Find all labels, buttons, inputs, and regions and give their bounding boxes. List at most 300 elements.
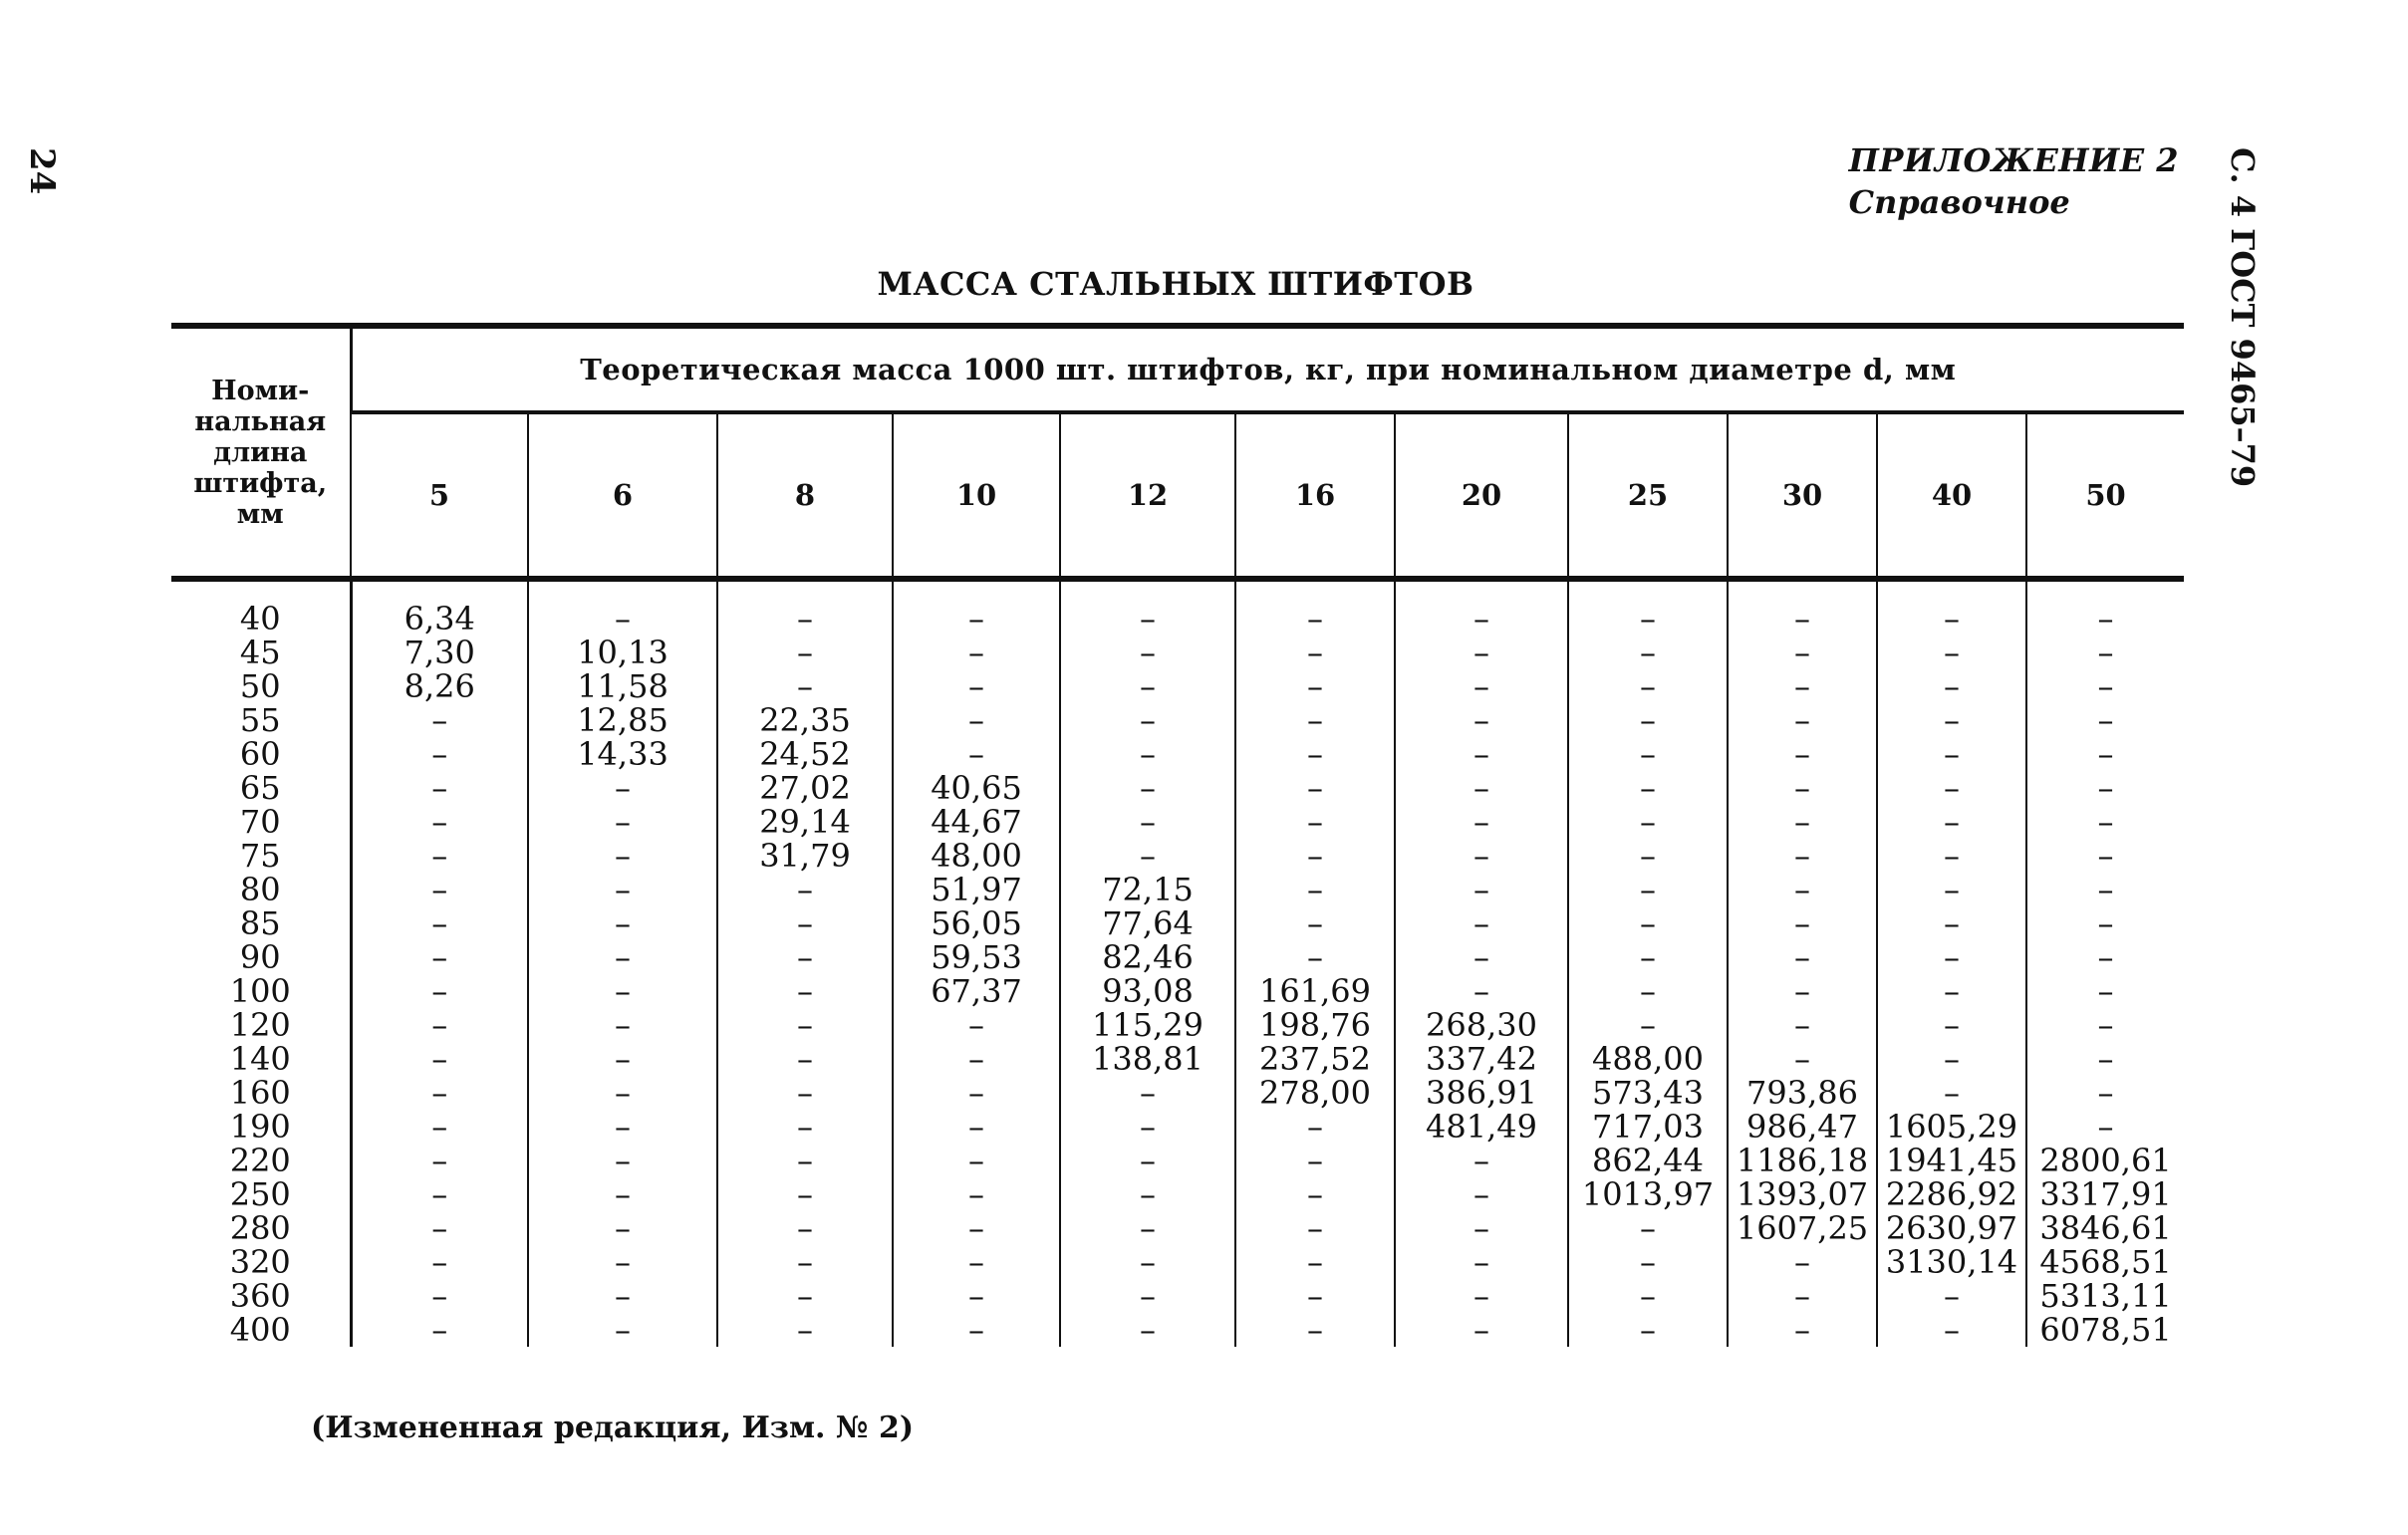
mass-cell: –: [1568, 974, 1728, 1008]
mass-cell: –: [717, 906, 893, 940]
mass-cell: –: [893, 1177, 1060, 1211]
mass-cell: –: [351, 1177, 528, 1211]
mass-cell: 93,08: [1060, 974, 1235, 1008]
mass-cell: –: [1877, 1076, 2026, 1110]
mass-cell: 386,91: [1395, 1076, 1568, 1110]
mass-cell: 1941,45: [1877, 1144, 2026, 1177]
mass-cell: 3317,91: [2026, 1177, 2184, 1211]
mass-cell: –: [1235, 1211, 1395, 1245]
table-row: [171, 1279, 2184, 1313]
mass-cell: –: [2026, 805, 2184, 839]
mass-cell: –: [351, 1279, 528, 1313]
mass-cell: 27,02: [717, 771, 893, 805]
length-column-header: Номи-нальная длина штифта, мм: [171, 326, 351, 579]
mass-cell: –: [1235, 1177, 1395, 1211]
mass-cell: –: [528, 1110, 717, 1144]
length-cell: 75: [239, 837, 281, 875]
mass-cell: –: [1568, 1211, 1728, 1245]
mass-cell: 237,52: [1235, 1042, 1395, 1076]
page-number: 24: [22, 147, 62, 195]
mass-cell: 48,00: [893, 839, 1060, 873]
mass-cell: 481,49: [1395, 1110, 1568, 1144]
mass-cell: 72,15: [1060, 873, 1235, 906]
mass-cell: –: [1728, 940, 1877, 974]
mass-cell: –: [1877, 940, 2026, 974]
table-row: [171, 873, 2184, 906]
mass-cell: –: [1060, 636, 1235, 669]
mass-cell: –: [1395, 636, 1568, 669]
mass-cell: –: [717, 1211, 893, 1245]
mass-cell: –: [2026, 1008, 2184, 1042]
mass-cell: –: [717, 1076, 893, 1110]
mass-cell: –: [2026, 873, 2184, 906]
table-row: [171, 703, 2184, 737]
table-row: [171, 1110, 2184, 1144]
table-body: [171, 579, 2184, 1347]
mass-cell: –: [1728, 974, 1877, 1008]
mass-cell: 14,33: [528, 737, 717, 771]
mass-cell: –: [1235, 805, 1395, 839]
diameter-header-5: 5: [351, 412, 528, 579]
diameter-group-header: Теоретическая масса 1000 шт. штифтов, кг, при номинальном диаметре d, мм: [351, 326, 2184, 412]
mass-cell: –: [893, 1211, 1060, 1245]
mass-cell: –: [1877, 805, 2026, 839]
mass-cell: 7,30: [351, 636, 528, 669]
mass-cell: –: [528, 1313, 717, 1347]
length-cell: 50: [239, 667, 281, 705]
table-row: [171, 771, 2184, 805]
mass-cell: 488,00: [1568, 1042, 1728, 1076]
mass-cell: –: [1568, 1313, 1728, 1347]
mass-cell: –: [717, 1144, 893, 1177]
mass-cell: –: [1568, 805, 1728, 839]
table-row: [171, 1313, 2184, 1347]
length-cell: 160: [229, 1074, 291, 1112]
length-cell: 60: [239, 735, 281, 773]
mass-cell: –: [528, 839, 717, 873]
mass-cell: –: [1060, 703, 1235, 737]
diameter-header-16: 16: [1235, 412, 1395, 579]
mass-cell: –: [1728, 1279, 1877, 1313]
mass-cell: –: [1877, 1008, 2026, 1042]
mass-cell: –: [2026, 669, 2184, 703]
side-header: С. 4 ГОСТ 9465–79: [2224, 147, 2262, 488]
mass-cell: 11,58: [528, 669, 717, 703]
mass-cell: –: [1395, 771, 1568, 805]
mass-cell: –: [1568, 737, 1728, 771]
mass-cell: –: [1395, 974, 1568, 1008]
mass-cell: –: [717, 1177, 893, 1211]
mass-cell: 573,43: [1568, 1076, 1728, 1110]
mass-cell: –: [1877, 1313, 2026, 1347]
mass-cell: –: [1395, 669, 1568, 703]
mass-cell: –: [1728, 1008, 1877, 1042]
mass-cell: 22,35: [717, 703, 893, 737]
mass-cell: –: [1728, 771, 1877, 805]
diameter-header-12: 12: [1060, 412, 1235, 579]
mass-cell: 67,37: [893, 974, 1060, 1008]
mass-cell: –: [1060, 1144, 1235, 1177]
diameter-header-6: 6: [528, 412, 717, 579]
table-row: [171, 940, 2184, 974]
diameter-header-25: 25: [1568, 412, 1728, 579]
mass-cell: –: [1060, 669, 1235, 703]
mass-cell: –: [528, 771, 717, 805]
mass-cell: –: [1235, 1110, 1395, 1144]
mass-table-container: [171, 323, 2184, 1347]
mass-cell: –: [2026, 771, 2184, 805]
mass-cell: –: [1568, 873, 1728, 906]
mass-cell: –: [1235, 636, 1395, 669]
mass-cell: –: [528, 940, 717, 974]
mass-cell: –: [528, 805, 717, 839]
mass-cell: –: [351, 805, 528, 839]
mass-cell: 51,97: [893, 873, 1060, 906]
mass-cell: 5313,11: [2026, 1279, 2184, 1313]
mass-cell: 40,65: [893, 771, 1060, 805]
table-row: [171, 1042, 2184, 1076]
mass-cell: –: [2026, 940, 2184, 974]
mass-cell: –: [351, 1008, 528, 1042]
length-cell: 65: [239, 769, 281, 807]
mass-cell: –: [1877, 636, 2026, 669]
mass-cell: –: [1568, 1245, 1728, 1279]
length-cell: 190: [229, 1108, 291, 1146]
mass-cell: –: [528, 873, 717, 906]
mass-cell: –: [1877, 703, 2026, 737]
mass-cell: 29,14: [717, 805, 893, 839]
mass-cell: –: [1060, 1211, 1235, 1245]
mass-cell: 138,81: [1060, 1042, 1235, 1076]
mass-cell: 1186,18: [1728, 1144, 1877, 1177]
mass-cell: –: [1060, 805, 1235, 839]
mass-cell: 115,29: [1060, 1008, 1235, 1042]
length-cell: 70: [239, 803, 281, 841]
mass-cell: –: [1395, 1144, 1568, 1177]
mass-cell: –: [351, 1076, 528, 1110]
mass-cell: 1605,29: [1877, 1110, 2026, 1144]
mass-cell: –: [1728, 873, 1877, 906]
mass-cell: –: [717, 579, 893, 636]
mass-cell: –: [528, 1279, 717, 1313]
mass-cell: –: [717, 669, 893, 703]
mass-cell: –: [1877, 906, 2026, 940]
mass-cell: –: [1060, 839, 1235, 873]
mass-cell: –: [1235, 737, 1395, 771]
mass-cell: –: [1395, 873, 1568, 906]
mass-cell: 77,64: [1060, 906, 1235, 940]
mass-cell: 337,42: [1395, 1042, 1568, 1076]
revision-note: (Измененная редакция, Изм. № 2): [311, 1410, 915, 1445]
mass-cell: –: [1877, 1279, 2026, 1313]
mass-cell: –: [1568, 669, 1728, 703]
table-row: [171, 1211, 2184, 1245]
mass-cell: –: [528, 1245, 717, 1279]
table-row: [171, 839, 2184, 873]
length-cell: 45: [239, 634, 281, 671]
length-cell: 120: [229, 1006, 291, 1044]
length-cell: 100: [229, 972, 291, 1010]
mass-cell: –: [528, 579, 717, 636]
mass-cell: –: [717, 1110, 893, 1144]
mass-cell: –: [893, 1144, 1060, 1177]
mass-cell: –: [1060, 1110, 1235, 1144]
mass-cell: –: [1395, 1177, 1568, 1211]
mass-cell: –: [1728, 669, 1877, 703]
length-cell: 220: [229, 1142, 291, 1179]
mass-cell: –: [1877, 839, 2026, 873]
mass-cell: –: [1568, 906, 1728, 940]
mass-cell: –: [1728, 1245, 1877, 1279]
mass-cell: –: [717, 873, 893, 906]
mass-cell: –: [1235, 1279, 1395, 1313]
length-cell: 55: [239, 701, 281, 739]
mass-cell: –: [1728, 906, 1877, 940]
mass-cell: –: [351, 839, 528, 873]
table-row: [171, 669, 2184, 703]
length-cell: 280: [229, 1209, 291, 1247]
diameter-header-8: 8: [717, 412, 893, 579]
mass-cell: –: [351, 1144, 528, 1177]
mass-cell: 1013,97: [1568, 1177, 1728, 1211]
mass-cell: 278,00: [1235, 1076, 1395, 1110]
mass-cell: –: [1568, 579, 1728, 636]
mass-cell: –: [893, 579, 1060, 636]
mass-cell: –: [1395, 1245, 1568, 1279]
mass-cell: 56,05: [893, 906, 1060, 940]
mass-cell: –: [1568, 771, 1728, 805]
mass-cell: –: [1568, 1008, 1728, 1042]
mass-cell: –: [351, 737, 528, 771]
length-cell: 80: [239, 871, 281, 908]
mass-cell: –: [1235, 771, 1395, 805]
mass-cell: 31,79: [717, 839, 893, 873]
mass-cell: –: [893, 1042, 1060, 1076]
mass-cell: 4568,51: [2026, 1245, 2184, 1279]
mass-cell: –: [893, 636, 1060, 669]
mass-cell: –: [1235, 1245, 1395, 1279]
mass-cell: –: [2026, 1042, 2184, 1076]
mass-cell: –: [1235, 940, 1395, 974]
mass-cell: 268,30: [1395, 1008, 1568, 1042]
length-cell: 250: [229, 1175, 291, 1213]
table-row: [171, 737, 2184, 771]
table-row: [171, 579, 2184, 636]
mass-cell: 12,85: [528, 703, 717, 737]
mass-cell: 1607,25: [1728, 1211, 1877, 1245]
mass-cell: –: [893, 737, 1060, 771]
mass-cell: 986,47: [1728, 1110, 1877, 1144]
mass-cell: –: [2026, 636, 2184, 669]
mass-cell: –: [1877, 873, 2026, 906]
mass-cell: –: [1235, 906, 1395, 940]
mass-cell: 2286,92: [1877, 1177, 2026, 1211]
mass-cell: –: [1395, 906, 1568, 940]
mass-cell: –: [351, 974, 528, 1008]
diameter-header-row: [171, 412, 2184, 579]
mass-cell: –: [1728, 703, 1877, 737]
mass-cell: 862,44: [1568, 1144, 1728, 1177]
mass-cell: 3130,14: [1877, 1245, 2026, 1279]
mass-cell: 6,34: [351, 579, 528, 636]
mass-cell: –: [351, 1313, 528, 1347]
mass-cell: –: [1728, 579, 1877, 636]
mass-cell: –: [1568, 940, 1728, 974]
mass-cell: 24,52: [717, 737, 893, 771]
mass-cell: –: [1568, 636, 1728, 669]
table-row: [171, 1144, 2184, 1177]
table-row: [171, 805, 2184, 839]
table-row: [171, 1076, 2184, 1110]
mass-cell: –: [1395, 1279, 1568, 1313]
mass-cell: –: [351, 1042, 528, 1076]
mass-cell: –: [1395, 1313, 1568, 1347]
mass-cell: –: [1568, 703, 1728, 737]
mass-cell: –: [1235, 1144, 1395, 1177]
mass-cell: –: [1235, 873, 1395, 906]
appendix-label: [1849, 139, 2179, 223]
mass-cell: 1393,07: [1728, 1177, 1877, 1211]
mass-cell: –: [893, 669, 1060, 703]
mass-cell: –: [2026, 974, 2184, 1008]
mass-cell: –: [1235, 669, 1395, 703]
mass-cell: –: [717, 636, 893, 669]
mass-cell: –: [893, 1313, 1060, 1347]
mass-cell: –: [1235, 1313, 1395, 1347]
mass-cell: –: [351, 1110, 528, 1144]
mass-cell: –: [351, 1211, 528, 1245]
mass-cell: –: [351, 1245, 528, 1279]
mass-cell: –: [1877, 579, 2026, 636]
mass-cell: –: [351, 771, 528, 805]
mass-cell: –: [1060, 1279, 1235, 1313]
mass-cell: –: [1060, 737, 1235, 771]
mass-cell: –: [1728, 839, 1877, 873]
mass-cell: –: [1728, 636, 1877, 669]
mass-cell: –: [528, 1008, 717, 1042]
mass-cell: 8,26: [351, 669, 528, 703]
mass-cell: –: [717, 1313, 893, 1347]
mass-cell: –: [1877, 974, 2026, 1008]
diameter-header-30: 30: [1728, 412, 1877, 579]
mass-cell: 2800,61: [2026, 1144, 2184, 1177]
diameter-header-40: 40: [1877, 412, 2026, 579]
mass-cell: 10,13: [528, 636, 717, 669]
mass-cell: –: [528, 906, 717, 940]
mass-cell: –: [1060, 579, 1235, 636]
length-cell: 90: [239, 938, 281, 976]
mass-cell: –: [1395, 805, 1568, 839]
mass-cell: 198,76: [1235, 1008, 1395, 1042]
table-row: [171, 906, 2184, 940]
document-title: МАССА СТАЛЬНЫХ ШТИФТОВ: [877, 265, 1474, 303]
mass-cell: –: [893, 1076, 1060, 1110]
mass-cell: –: [1877, 1042, 2026, 1076]
mass-cell: –: [717, 1042, 893, 1076]
mass-table: [171, 323, 2184, 1347]
mass-cell: –: [1395, 737, 1568, 771]
mass-cell: 717,03: [1568, 1110, 1728, 1144]
mass-cell: –: [528, 1076, 717, 1110]
mass-cell: –: [1060, 1245, 1235, 1279]
mass-cell: 59,53: [893, 940, 1060, 974]
mass-cell: 2630,97: [1877, 1211, 2026, 1245]
diameter-header-50: 50: [2026, 412, 2184, 579]
mass-cell: –: [528, 1211, 717, 1245]
mass-cell: –: [893, 703, 1060, 737]
mass-cell: –: [717, 1008, 893, 1042]
mass-cell: 3846,61: [2026, 1211, 2184, 1245]
mass-cell: –: [2026, 703, 2184, 737]
table-row: [171, 1177, 2184, 1211]
mass-cell: –: [1395, 703, 1568, 737]
length-cell: 400: [229, 1311, 291, 1349]
mass-cell: –: [717, 1245, 893, 1279]
mass-cell: –: [2026, 1076, 2184, 1110]
mass-cell: –: [1728, 1313, 1877, 1347]
mass-cell: –: [2026, 737, 2184, 771]
mass-cell: –: [1060, 1076, 1235, 1110]
mass-cell: 161,69: [1235, 974, 1395, 1008]
mass-cell: –: [893, 1110, 1060, 1144]
mass-cell: –: [1728, 805, 1877, 839]
mass-cell: –: [1877, 669, 2026, 703]
mass-cell: –: [1395, 839, 1568, 873]
table-row: [171, 1245, 2184, 1279]
mass-cell: –: [1235, 579, 1395, 636]
mass-cell: –: [351, 940, 528, 974]
mass-cell: –: [2026, 906, 2184, 940]
mass-cell: –: [1395, 1211, 1568, 1245]
mass-cell: –: [528, 1042, 717, 1076]
mass-cell: –: [717, 974, 893, 1008]
mass-cell: 793,86: [1728, 1076, 1877, 1110]
mass-cell: –: [717, 940, 893, 974]
diameter-header-10: 10: [893, 412, 1060, 579]
mass-cell: –: [717, 1279, 893, 1313]
diameter-header-20: 20: [1395, 412, 1568, 579]
mass-cell: –: [528, 1177, 717, 1211]
mass-cell: –: [893, 1008, 1060, 1042]
mass-cell: –: [1568, 839, 1728, 873]
mass-cell: 6078,51: [2026, 1313, 2184, 1347]
mass-cell: –: [1235, 839, 1395, 873]
mass-cell: –: [1728, 1042, 1877, 1076]
mass-cell: –: [1877, 737, 2026, 771]
table-row: [171, 1008, 2184, 1042]
length-cell: 85: [239, 904, 281, 942]
table-row: [171, 974, 2184, 1008]
mass-cell: –: [1395, 940, 1568, 974]
appendix-subtitle: Справочное: [1848, 183, 2070, 221]
mass-cell: –: [1060, 771, 1235, 805]
mass-cell: 82,46: [1060, 940, 1235, 974]
mass-cell: –: [1060, 1177, 1235, 1211]
length-cell: 320: [229, 1243, 291, 1281]
mass-cell: –: [2026, 1110, 2184, 1144]
mass-cell: –: [893, 1279, 1060, 1313]
table-row: [171, 636, 2184, 669]
mass-cell: –: [351, 703, 528, 737]
mass-cell: –: [1728, 737, 1877, 771]
length-cell: 40: [239, 600, 281, 638]
mass-cell: –: [1395, 579, 1568, 636]
mass-cell: –: [893, 1245, 1060, 1279]
mass-cell: –: [1060, 1313, 1235, 1347]
mass-cell: –: [528, 1144, 717, 1177]
mass-cell: –: [1568, 1279, 1728, 1313]
mass-cell: –: [351, 873, 528, 906]
